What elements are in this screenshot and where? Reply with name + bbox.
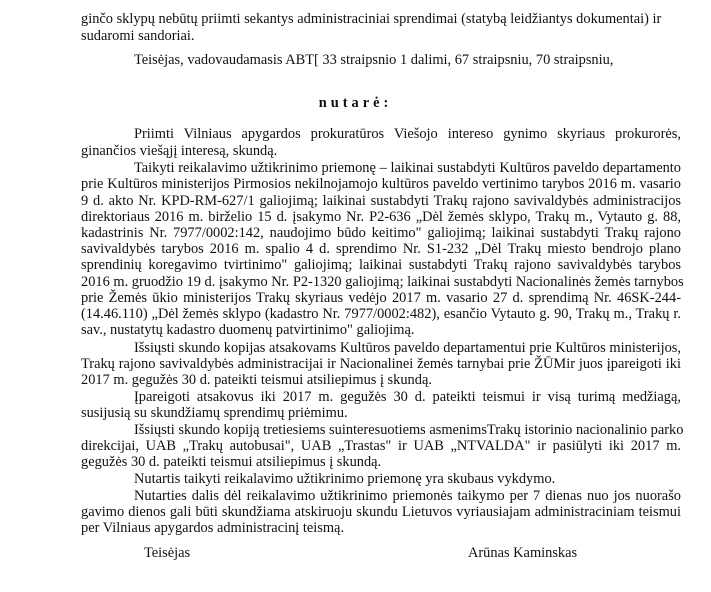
text-line: sav., nustatytų kadastro duomenų patvirtinimo" galiojimą. bbox=[81, 322, 415, 338]
text-line: ginančios viešąjį interesą, skundą. bbox=[81, 143, 278, 159]
text-line: prie Kultūros ministerijos Pirmosios nekilnojamojo kultūros paveldo vertinimo tarybos 2016 m. vasario bbox=[81, 176, 681, 192]
text-line: direkcijai, UAB „Trakų autobusai", UAB „Trastas" ir UAB „NTVALDA" ir pasiūlyti iki 2017 m. bbox=[81, 438, 681, 454]
text-line: Nutartis taikyti reikalavimo užtikrinimo priemonę yra skubaus vykdymo. bbox=[134, 471, 556, 487]
text-line: Išsiųsti skundo kopijas atsakovams Kultūros paveldo departamentui prie Kultūros ministerijos, bbox=[134, 340, 681, 356]
signature-name: Arūnas Kaminskas bbox=[468, 545, 578, 561]
text-line: Įpareigoti atsakovus iki 2017 m. gegužės 30 d. pateikti teismui ir visą turimą medžiagą, bbox=[134, 389, 681, 405]
text-line: per Vilniaus apygardos administracinį teismą. bbox=[81, 520, 345, 536]
text-line: Trakų rajono savivaldybės administracijai ir Nacionalinei žemės tarnybai prie ŽŪMir juos įpareigoti iki bbox=[81, 356, 681, 372]
text-line: kadastrinis Nr. 7977/0002:142, naudojimo būdo keitimo" galiojimą; laikinai sustabdyti Trakų rajono bbox=[81, 225, 681, 241]
text-line: Nutarties dalis dėl reikalavimo užtikrinimo priemonės taikymo per 7 dienas nuo jos nuorašo bbox=[134, 488, 681, 504]
text-line: sudaromi sandoriai. bbox=[81, 28, 195, 44]
text-line: Teisėjas, vadovaudamasis ABT[ 33 straipsnio 1 dalimi, 67 straipsniu, 70 straipsniu, bbox=[134, 52, 614, 68]
text-line: gegužės 30 d. pateikti teismui atsiliepimus į skundą. bbox=[81, 454, 382, 470]
text-line: Priimti Vilniaus apygardos prokuratūros Viešojo intereso gynimo skyriaus prokurorės, bbox=[134, 126, 681, 142]
text-line: savivaldybės tarybos 2016 m. spalio 4 d. sprendimo Nr. S1-232 „Dėl Trakų miesto bendrojo plano bbox=[81, 241, 681, 257]
text-line: Taikyti reikalavimo užtikrinimo priemonę – laikinai sustabdyti Kultūros paveldo departamento bbox=[134, 160, 681, 176]
text-line: sprendinių koregavimo tvirtinimo" galiojimą; laikinai sustabdyti Trakų rajono savivaldybės tarybos bbox=[81, 257, 681, 273]
text-line: (14.46.110) „Dėl žemės sklypo (kadastro Nr. 7977/0002:482), esančio Vytauto g. 90, Trakų m., Trakų r. bbox=[81, 306, 681, 322]
ruling-heading: nutarė: bbox=[318, 95, 393, 111]
text-line: ginčo sklypų nebūtų priimti sekantys administraciniai sprendimai (statybą leidžiantys dokumentai) ir bbox=[81, 11, 662, 27]
signature-role: Teisėjas bbox=[144, 545, 191, 561]
text-line: 2017 m. gegužės 30 d. pateikti teismui atsiliepimus į skundą. bbox=[81, 372, 432, 388]
text-line: susijusią su skundžiamų sprendimų priėmimu. bbox=[81, 405, 348, 421]
text-line: 2016 m. gruodžio 19 d. įsakymo Nr. P2-1320 galiojimą; laikinai sustabdyti Nacionalinės žemės tarnybos bbox=[81, 274, 684, 290]
text-line: gavimo dienos gali būti skundžiama atskiruoju skundu Lietuvos vyriausiajam administraciniam teismui bbox=[81, 504, 681, 520]
text-line: prie Žemės ūkio ministerijos Trakų skyriaus vedėjo 2017 m. vasario 27 d. sprendimą Nr. 46SK-244- bbox=[81, 290, 681, 306]
text-line: Išsiųsti skundo kopiją tretiesiems suinteresuotiems asmenimsTrakų istorinio nacionalinio parko bbox=[134, 422, 684, 438]
text-line: 9 d. akto Nr. KPD-RM-627/1 galiojimą; laikinai sustabdyti Trakų rajono savivaldybės administracijos bbox=[81, 193, 681, 209]
text-line: direktoriaus 2016 m. birželio 15 d. įsakymo Nr. P2-636 „Dėl žemės sklypo, Trakų m., Vytauto g. 88, bbox=[81, 209, 681, 225]
